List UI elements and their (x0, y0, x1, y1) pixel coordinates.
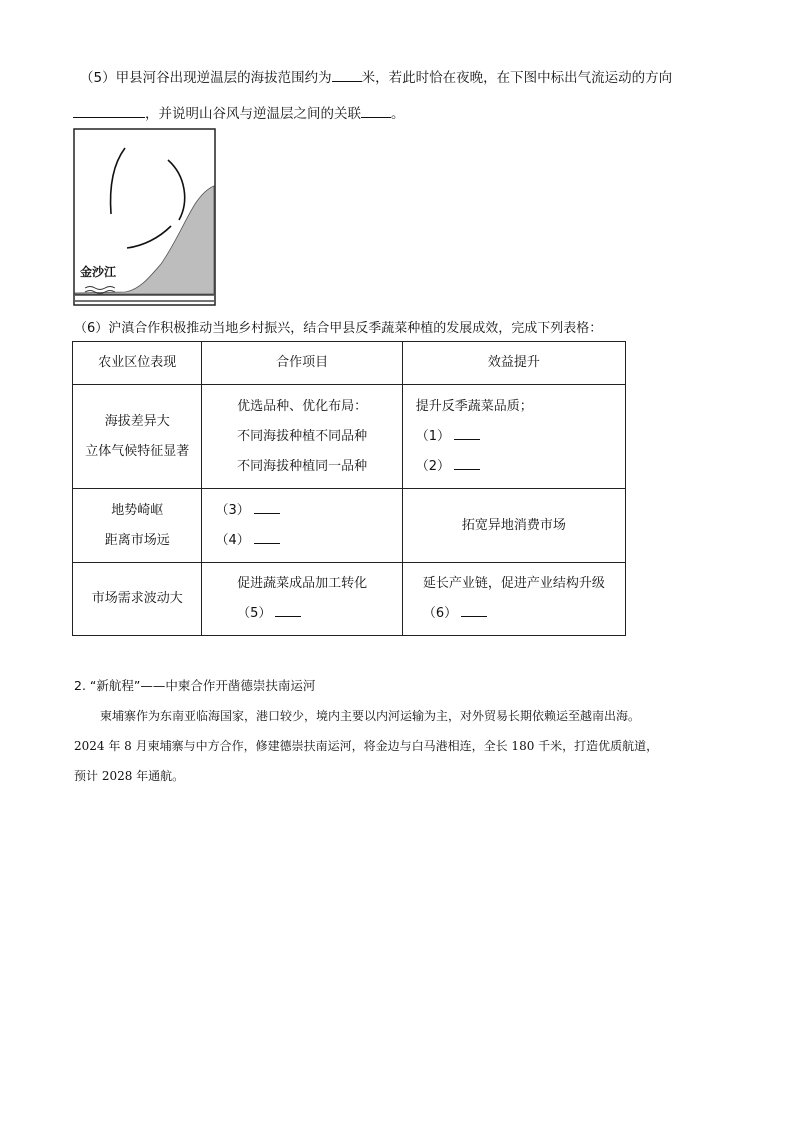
paragraph-line: 2024 年 8 月柬埔寨与中方合作，修建德崇扶南运河，将金边与白马港相连，全长 180 千米，打造优质航道， (74, 739, 659, 753)
paragraph-line: 柬埔寨作为东南亚临海国家，港口较少，境内主要以内河运输为主，对外贸易长期依赖运至越南出海。 (100, 709, 641, 723)
answer-blank[interactable] (73, 104, 145, 118)
answer-blank[interactable] (461, 604, 487, 617)
answer-blank[interactable] (254, 501, 280, 514)
q5-text-2: 米，若此时恰在夜晚，在下图中标出气流运动的方向 (361, 70, 673, 86)
river-label: 金沙江 (80, 265, 117, 279)
answer-blank[interactable] (275, 604, 301, 617)
blank-number: （3） (215, 502, 250, 518)
answer-blank[interactable] (254, 531, 280, 544)
table-header: 效益提升 (402, 342, 625, 385)
cell-text: 延长产业链，促进产业结构升级 (422, 576, 605, 591)
question-5-line-1 (80, 66, 672, 86)
table-header: 农业区位表现 (73, 342, 202, 385)
project-cell (202, 563, 402, 636)
cell-text: 海拔差异大 (104, 413, 170, 429)
blank-number: （6） (422, 606, 458, 621)
benefit-cell: 拓宽异地消费市场 (402, 489, 625, 563)
blank-number: （2） (415, 458, 451, 474)
answer-blank[interactable] (332, 68, 362, 82)
cell-text: 立体气候特征显著 (85, 443, 190, 459)
cell-text: 提升反季蔬菜品质； (415, 398, 533, 414)
cell-text: 优选品种、优化布局： (237, 398, 368, 414)
paragraph-line: 预计 2028 年通航。 (74, 769, 185, 783)
project-cell (202, 489, 402, 563)
table-row (73, 563, 626, 636)
answer-blank[interactable] (454, 457, 480, 470)
location-cell: 市场需求波动大 (73, 563, 202, 636)
cell-text: 距离市场远 (104, 532, 170, 548)
answer-blank[interactable] (361, 104, 391, 118)
answer-blank[interactable] (454, 427, 480, 440)
answer-table (72, 341, 626, 636)
cell-text: 促进蔬菜成品加工转化 (237, 576, 368, 591)
table-row (73, 489, 626, 563)
section-2-title: 2. “新航程”——中柬合作开凿德崇扶南运河 (74, 678, 316, 693)
benefit-cell (402, 385, 625, 489)
location-cell (73, 489, 202, 563)
blank-number: （4） (215, 532, 250, 548)
cell-text: 不同海拔种植同一品种 (237, 458, 368, 474)
question-6-prompt: （6）沪滇合作积极推动当地乡村振兴，结合甲县反季蔬菜种植的发展成效，完成下列表格： (74, 321, 603, 336)
blank-number: （1） (415, 428, 451, 444)
q5-text-4: 。 (391, 106, 405, 122)
table-row (73, 385, 626, 489)
cell-text: 不同海拔种植不同品种 (237, 428, 368, 444)
blank-number: （5） (237, 606, 272, 621)
cell-text: 地势崎岖 (111, 502, 164, 518)
location-cell (73, 385, 202, 489)
benefit-cell (402, 563, 625, 636)
q5-text-3: ，并说明山谷风与逆温层之间的关联 (145, 106, 361, 122)
table-header-row (73, 342, 626, 385)
q5-text-1: （5）甲县河谷出现逆温层的海拔范围约为 (80, 70, 332, 86)
table-header: 合作项目 (202, 342, 402, 385)
question-5-line-2 (73, 102, 405, 122)
project-cell (202, 385, 402, 489)
